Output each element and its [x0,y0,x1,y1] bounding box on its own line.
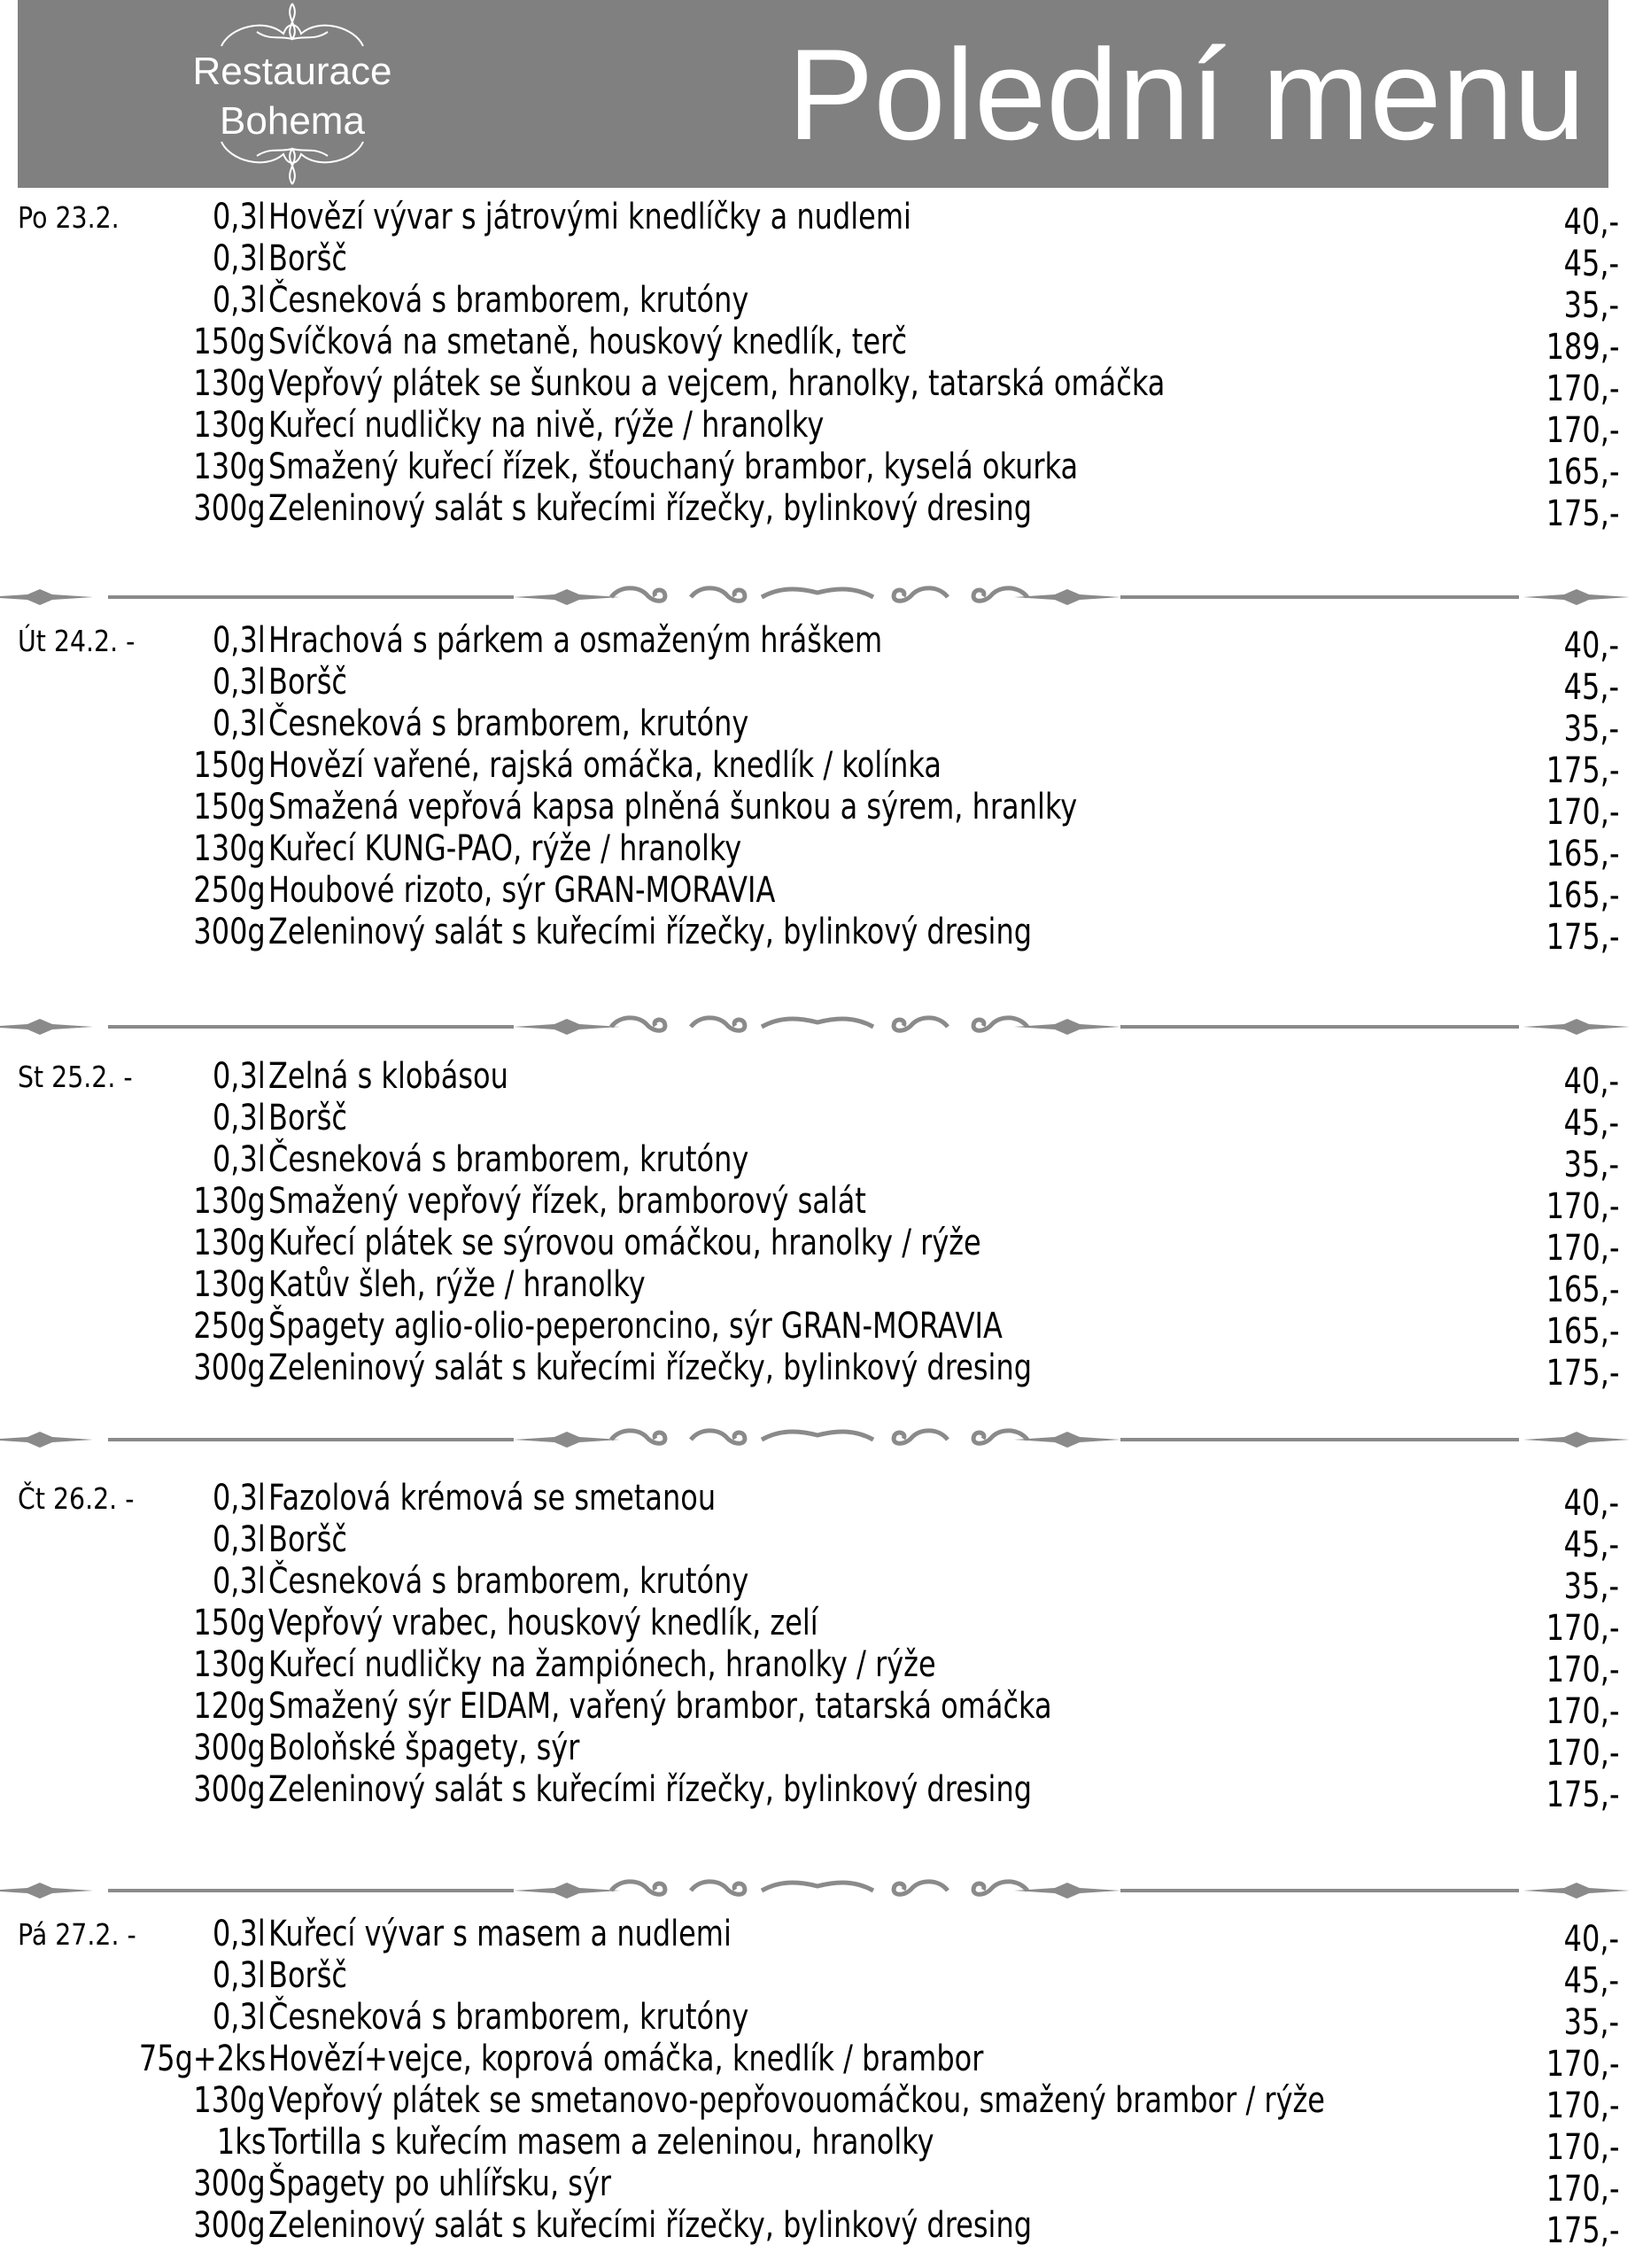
item-amount: 250g [193,1306,266,1347]
item-price: 45,- [1563,244,1619,284]
menu-item [0,363,1635,409]
menu-item [0,745,1635,791]
ornamental-divider [0,1877,1635,1904]
item-name: Kuřecí nudličky na žampiónech, hranolky / rýže [268,1644,936,1685]
item-name: Katův šleh, rýže / hranolky [268,1264,646,1305]
menu-item [0,1098,1635,1144]
item-price: 40,- [1563,625,1619,666]
menu-item [0,2039,1635,2085]
item-name: Kuřecí plátek se sýrovou omáčkou, hranolky / rýže [268,1223,981,1263]
item-price: 165,- [1546,875,1619,916]
item-amount: 130g [193,363,266,404]
menu-item [0,787,1635,833]
item-price: 170,- [1546,410,1619,451]
item-amount: 0,3l [213,1098,266,1138]
item-name: Hrachová s párkem a osmaženým hráškem [268,620,883,661]
item-amount: 1ks [216,2122,266,2163]
item-name: Boršč [268,1519,347,1560]
menu-item [0,447,1635,493]
item-price: 40,- [1563,1483,1619,1524]
menu-item [0,1997,1635,2043]
page-title: Polední menu [787,22,1585,167]
menu-item [0,197,1635,243]
menu-item [0,2205,1635,2251]
item-price: 170,- [1546,1186,1619,1227]
menu-item [0,1478,1635,1524]
item-amount: 130g [193,1223,266,1263]
menu-item [0,1644,1635,1690]
menu-item [0,870,1635,916]
item-amount: 0,3l [213,197,266,237]
item-amount: 250g [193,870,266,911]
menu-item [0,488,1635,534]
item-price: 45,- [1563,1961,1619,2001]
item-name: Svíčková na smetaně, houskový knedlík, terč [268,322,908,362]
item-price: 40,- [1563,1061,1619,1102]
item-price: 175,- [1546,917,1619,958]
item-amount: 0,3l [213,620,266,661]
item-price: 175,- [1546,493,1619,534]
item-price: 165,- [1546,1270,1619,1310]
item-amount: 0,3l [213,662,266,703]
item-amount: 0,3l [213,703,266,744]
item-amount: 300g [193,1728,266,1768]
menu-item [0,2080,1635,2126]
ornament-icon [168,0,416,188]
item-name: Hovězí+vejce, koprová omáčka, knedlík / brambor [268,2039,984,2079]
item-price: 40,- [1563,1919,1619,1960]
item-price: 45,- [1563,1525,1619,1565]
item-name: Česneková s bramborem, krutóny [268,1997,749,2038]
item-name: Vepřový vrabec, houskový knedlík, zelí [268,1603,818,1643]
item-price: 35,- [1563,709,1619,750]
item-name: Boršč [268,238,347,279]
menu-item [0,703,1635,750]
item-amount: 300g [193,1769,266,1810]
item-price: 35,- [1563,1145,1619,1185]
item-price: 175,- [1546,1353,1619,1394]
item-name: Zeleninový salát s kuřecími řízečky, bylinkový dresing [268,1769,1033,1810]
menu-item [0,1139,1635,1185]
item-amount: 0,3l [213,1561,266,1602]
item-price: 165,- [1546,452,1619,493]
item-amount: 0,3l [213,1139,266,1180]
item-amount: 0,3l [213,1056,266,1097]
item-name: Smažený vepřový řízek, bramborový salát [268,1181,866,1222]
item-amount: 150g [193,322,266,362]
item-name: Smažený sýr EIDAM, vařený brambor, tatarská omáčka [268,1686,1052,1727]
menu-item [0,405,1635,451]
item-name: Boloňské špagety, sýr [268,1728,580,1768]
item-amount: 150g [193,1603,266,1643]
day-label: Po 23.2. [18,200,120,235]
item-name: Boršč [268,1098,347,1138]
item-name: Boršč [268,662,347,703]
ornamental-divider [0,1426,1635,1453]
item-name: Česneková s bramborem, krutóny [268,1561,749,1602]
menu-item [0,1264,1635,1310]
menu-item [0,1603,1635,1649]
logo-line-2: Bohema [220,99,365,143]
menu-item [0,2122,1635,2168]
item-name: Zeleninový salát s kuřecími řízečky, bylinkový dresing [268,488,1033,529]
item-price: 170,- [1546,2085,1619,2126]
ornamental-divider [0,584,1635,610]
menu-item [0,828,1635,874]
item-name: Vepřový plátek se smetanovo-pepřovouomáčkou, smažený brambor / rýže [268,2080,1325,2121]
menu-item [0,1519,1635,1565]
item-price: 175,- [1546,1775,1619,1815]
menu-item [0,280,1635,326]
menu-item [0,1348,1635,1394]
item-amount: 130g [193,1644,266,1685]
day-section-monday [0,197,1635,534]
day-section-friday [0,1914,1635,2251]
item-price: 170,- [1546,1733,1619,1774]
item-amount: 300g [193,2205,266,2246]
item-amount: 0,3l [213,238,266,279]
item-name: Kuřecí nudličky na nivě, rýže / hranolky [268,405,825,446]
item-name: Zeleninový salát s kuřecími řízečky, bylinkový dresing [268,1348,1033,1388]
item-name: Hovězí vývar s játrovými knedlíčky a nudlemi [268,197,911,237]
item-price: 170,- [1546,792,1619,833]
item-name: Zelná s klobásou [268,1056,508,1097]
item-amount: 130g [193,1181,266,1222]
item-name: Smažená vepřová kapsa plněná šunkou a sýrem, hranlky [268,787,1078,827]
item-name: Houbové rizoto, sýr GRAN-MORAVIA [268,870,776,911]
item-amount: 300g [193,488,266,529]
item-name: Fazolová krémová se smetanou [268,1478,717,1518]
menu-item [0,2163,1635,2210]
menu-item [0,912,1635,958]
item-price: 189,- [1546,327,1619,368]
item-amount: 150g [193,787,266,827]
item-amount: 130g [193,2080,266,2121]
item-price: 170,- [1546,1608,1619,1649]
logo-line-1: Restaurace [192,50,392,93]
item-name: Zeleninový salát s kuřecími řízečky, bylinkový dresing [268,912,1033,952]
item-amount: 75g+2ks [138,2039,266,2079]
item-price: 175,- [1546,750,1619,791]
day-section-wednesday [0,1056,1635,1394]
item-amount: 0,3l [213,1478,266,1518]
restaurant-logo [168,0,416,188]
item-price: 170,- [1546,369,1619,409]
header-band [18,0,1608,188]
day-label: Čt 26.2. - [18,1481,135,1516]
item-name: Kuřecí KUNG-PAO, rýže / hranolky [268,828,742,869]
item-amount: 130g [193,405,266,446]
item-price: 170,- [1546,1691,1619,1732]
item-name: Zeleninový salát s kuřecími řízečky, bylinkový dresing [268,2205,1033,2246]
item-price: 165,- [1546,1311,1619,1352]
item-name: Špagety aglio-olio-peperoncino, sýr GRAN-MORAVIA [268,1306,1003,1347]
item-amount: 130g [193,828,266,869]
menu-item [0,1223,1635,1269]
item-price: 170,- [1546,1228,1619,1269]
item-amount: 0,3l [213,1914,266,1954]
item-price: 170,- [1546,2044,1619,2085]
ornamental-divider [0,1014,1635,1040]
item-amount: 0,3l [213,280,266,321]
menu-item [0,1686,1635,1732]
item-amount: 300g [193,2163,266,2204]
item-name: Česneková s bramborem, krutóny [268,1139,749,1180]
menu-item [0,322,1635,368]
day-label: Pá 27.2. - [18,1917,136,1952]
item-price: 45,- [1563,1103,1619,1144]
menu-item [0,1181,1635,1227]
item-price: 35,- [1563,1566,1619,1607]
menu-item [0,620,1635,666]
menu-item [0,1561,1635,1607]
item-name: Hovězí vařené, rajská omáčka, knedlík / kolínka [268,745,941,786]
item-amount: 0,3l [213,1997,266,2038]
menu-item [0,1914,1635,1960]
item-name: Česneková s bramborem, krutóny [268,280,749,321]
day-section-tuesday [0,620,1635,958]
item-name: Špagety po uhlířsku, sýr [268,2163,612,2204]
item-price: 45,- [1563,667,1619,708]
menu-item [0,238,1635,284]
item-name: Tortilla s kuřecím masem a zeleninou, hranolky [268,2122,934,2163]
item-amount: 0,3l [213,1519,266,1560]
item-name: Boršč [268,1955,347,1996]
item-amount: 120g [193,1686,266,1727]
menu-item [0,1955,1635,2001]
item-amount: 130g [193,1264,266,1305]
item-name: Vepřový plátek se šunkou a vejcem, hranolky, tatarská omáčka [268,363,1166,404]
menu-item [0,1306,1635,1352]
item-price: 165,- [1546,834,1619,874]
menu-item [0,1728,1635,1774]
day-section-thursday [0,1478,1635,1815]
item-amount: 150g [193,745,266,786]
item-amount: 300g [193,912,266,952]
item-price: 35,- [1563,285,1619,326]
menu-item [0,662,1635,708]
day-label: Út 24.2. - [18,624,136,658]
item-name: Kuřecí vývar s masem a nudlemi [268,1914,732,1954]
menu-item [0,1769,1635,1815]
item-price: 170,- [1546,2127,1619,2168]
item-name: Smažený kuřecí řízek, šťouchaný brambor, kyselá okurka [268,447,1079,487]
day-label: St 25.2. - [18,1060,133,1094]
menu-item [0,1056,1635,1102]
item-name: Česneková s bramborem, krutóny [268,703,749,744]
item-price: 170,- [1546,1650,1619,1690]
item-amount: 300g [193,1348,266,1388]
item-price: 35,- [1563,2002,1619,2043]
item-amount: 0,3l [213,1955,266,1996]
item-price: 170,- [1546,2169,1619,2210]
item-price: 175,- [1546,2210,1619,2251]
item-price: 40,- [1563,202,1619,243]
item-amount: 130g [193,447,266,487]
